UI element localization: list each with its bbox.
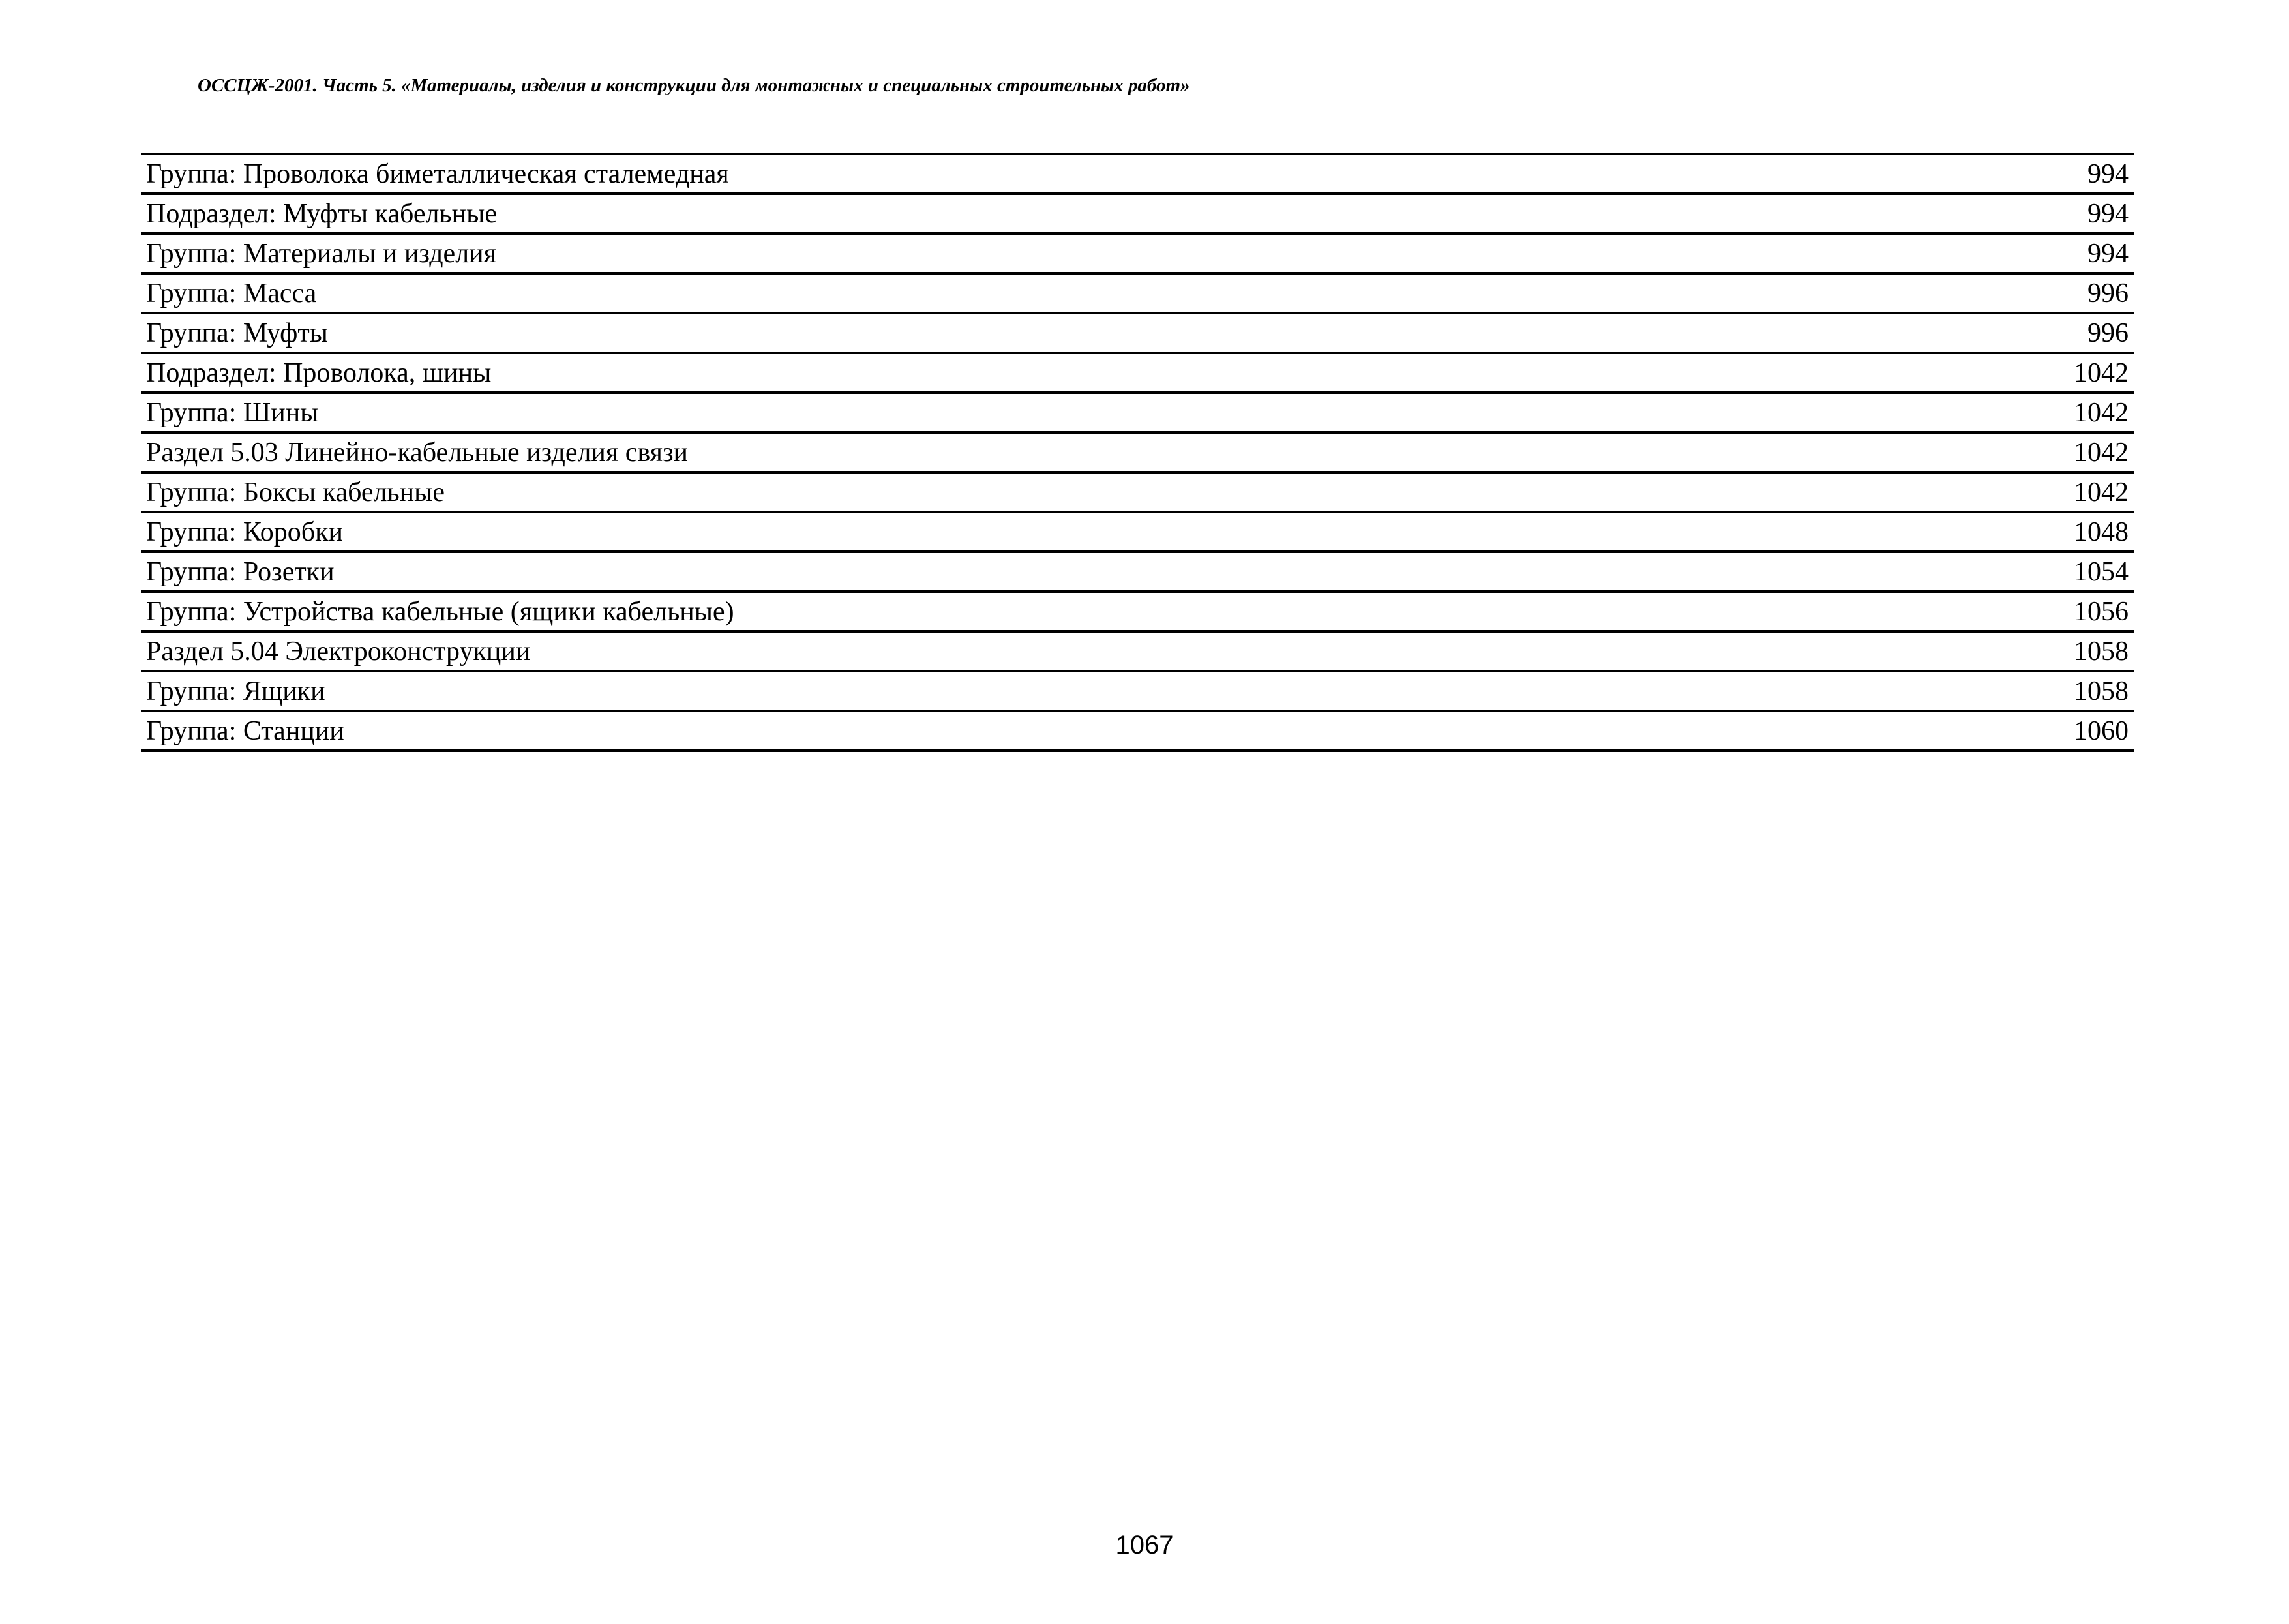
toc-entry-page: 1058 (1977, 671, 2134, 711)
toc-row (141, 631, 2134, 671)
toc-entry-page: 1048 (1977, 512, 2134, 552)
toc-row (141, 512, 2134, 552)
toc-entry-page: 1056 (1977, 592, 2134, 631)
toc-entry-title: Группа: Боксы кабельные (141, 472, 1977, 512)
toc-row (141, 194, 2134, 233)
toc-entry-page: 994 (1977, 154, 2134, 194)
toc-entry-page: 1058 (1977, 631, 2134, 671)
toc-table (141, 153, 2134, 752)
toc-entry-title: Подраздел: Муфты кабельные (141, 194, 1977, 233)
toc-entry-page: 1054 (1977, 552, 2134, 592)
toc-entry-title: Группа: Коробки (141, 512, 1977, 552)
toc-row (141, 233, 2134, 273)
toc-entry-page: 1042 (1977, 393, 2134, 432)
toc-row (141, 313, 2134, 353)
toc-entry-title: Подраздел: Проволока, шины (141, 353, 1977, 393)
toc-row (141, 273, 2134, 313)
toc-row (141, 472, 2134, 512)
toc-entry-title: Группа: Ящики (141, 671, 1977, 711)
toc-row (141, 353, 2134, 393)
page-number: 1067 (1115, 1531, 1174, 1559)
toc-entry-page: 996 (1977, 313, 2134, 353)
toc-row (141, 711, 2134, 751)
toc-row (141, 671, 2134, 711)
toc-entry-title: Группа: Шины (141, 393, 1977, 432)
toc-row (141, 552, 2134, 592)
toc-entry-title: Группа: Устройства кабельные (ящики кабельные) (141, 592, 1977, 631)
toc-row (141, 154, 2134, 194)
toc-entry-title: Группа: Станции (141, 711, 1977, 751)
toc-entry-title: Раздел 5.03 Линейно-кабельные изделия связи (141, 432, 1977, 472)
toc-entry-title: Группа: Материалы и изделия (141, 233, 1977, 273)
running-header: ОССЦЖ-2001. Часть 5. «Материалы, изделия и конструкции для монтажных и специальных строительных работ» (198, 75, 1190, 96)
toc-row (141, 432, 2134, 472)
toc-row (141, 592, 2134, 631)
toc-entry-page: 994 (1977, 233, 2134, 273)
toc-entry-title: Раздел 5.04 Электроконструкции (141, 631, 1977, 671)
toc-entry-title: Группа: Проволока биметаллическая сталемедная (141, 154, 1977, 194)
toc-entry-page: 994 (1977, 194, 2134, 233)
toc-entry-page: 1042 (1977, 472, 2134, 512)
toc-entry-title: Группа: Розетки (141, 552, 1977, 592)
toc-entry-page: 1042 (1977, 353, 2134, 393)
toc-entry-page: 1042 (1977, 432, 2134, 472)
toc-entry-page: 996 (1977, 273, 2134, 313)
toc-entry-title: Группа: Муфты (141, 313, 1977, 353)
toc-entry-title: Группа: Масса (141, 273, 1977, 313)
toc-row (141, 393, 2134, 432)
toc-entry-page: 1060 (1977, 711, 2134, 751)
